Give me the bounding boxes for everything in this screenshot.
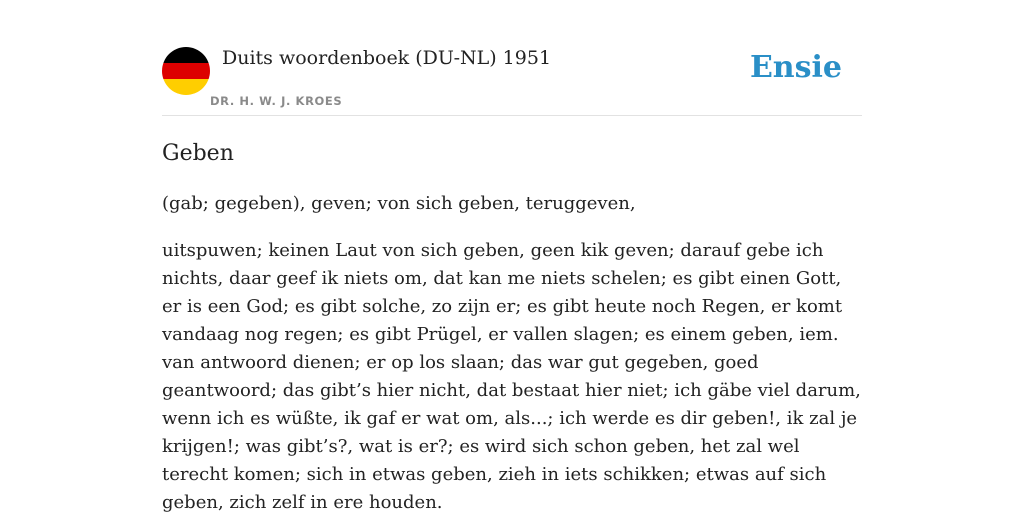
book-title[interactable]: Duits woordenboek (DU-NL) 1951 (222, 47, 552, 69)
page-container (162, 44, 862, 517)
flag-stripe-red (162, 63, 210, 79)
header (162, 44, 862, 116)
definition-paragraph-2: uitspuwen; keinen Laut von sich geben, geen kik geven; darauf gebe ich nichts, daar geef ik niets om, dat kan me niets schelen; es gibt einen Gott, er is een God; es gibt solche, zo zijn er; es gibt heute noch Regen, er komt vandaag nog regen; es gibt Prügel, er vallen slagen; es einem geben, iem. van antwoord dienen; er op los slaan; das war gut gegeben, goed geantwoord; das gibt’s hier nicht, dat bestaat hier niet; ich gäbe viel darum, wenn ich es wüßte, ik gaf er wat om, als...; ich werde es dir geben!, ik zal je krijgen!; was gibt’s?, wat is er?; es wird sich schon geben, het zal wel terecht komen; sich in etwas geben, zieh in iets schikken; etwas auf sich geben, zich zelf in ere houden. (162, 240, 861, 513)
flag-stripe-black (162, 47, 210, 63)
flag-stripe-gold (162, 79, 210, 95)
author-name: DR. H. W. J. KROES (210, 94, 343, 108)
entry-title: Geben (162, 141, 234, 166)
definition-paragraph-1: (gab; gegeben), geven; von sich geben, teruggeven, (162, 193, 636, 214)
ensie-logo[interactable]: Ensie (749, 50, 842, 85)
german-flag-icon (162, 47, 210, 95)
